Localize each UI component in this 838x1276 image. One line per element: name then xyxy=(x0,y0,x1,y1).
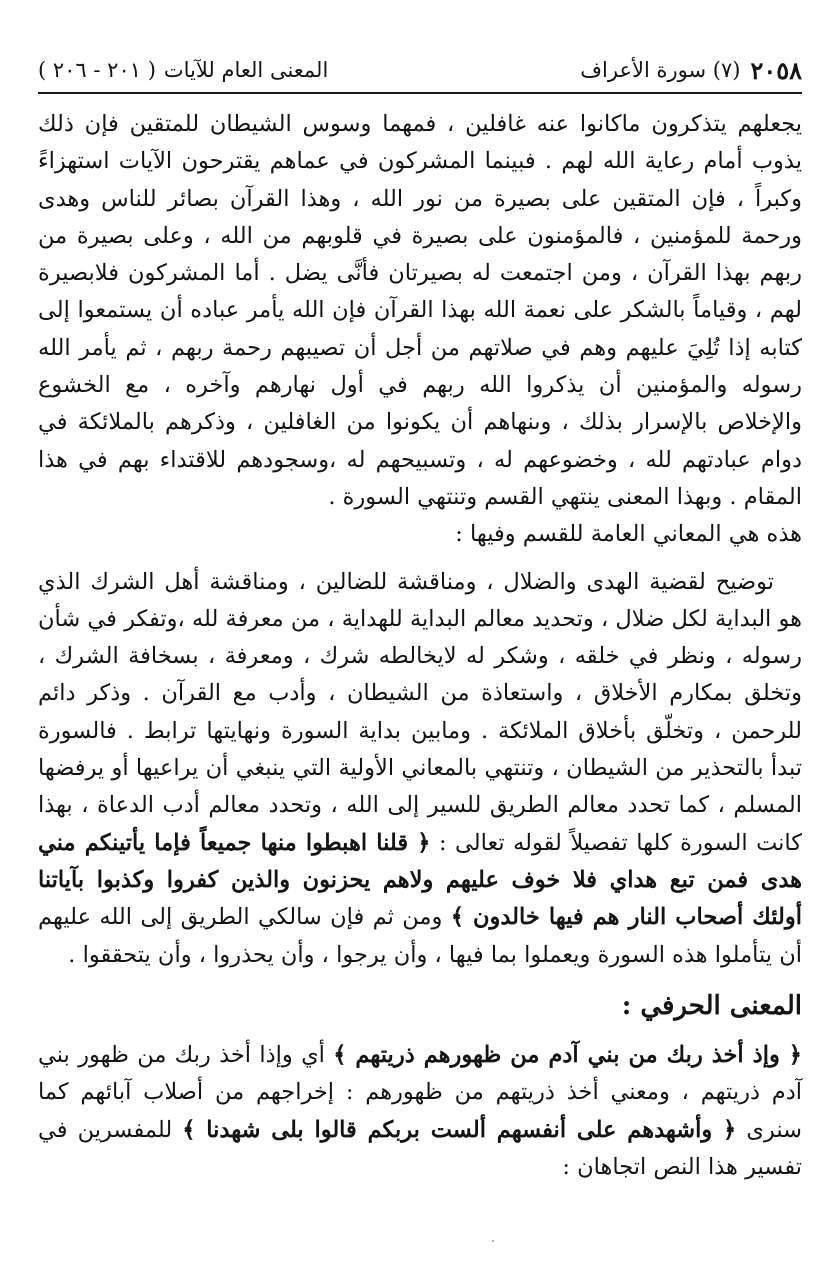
surah-label: (٧) سورة الأعراف xyxy=(580,58,741,82)
paragraph-4-text: أي وإذا أخذ ربك من ظهور بني آدم ذريتهم ، ومعني أخذ ذريتهم من ظهورهم : إخراجهم من أصلاب آبائهم كما سنرى xyxy=(38,1042,802,1143)
header-right xyxy=(580,56,802,85)
quran-verse-1: ﴿ قلنا اهبطوا منها جميعاً فإما يأتينكم مني هدى فمن تبع هداي فلا خوف عليهم ولاهم يحزنون والذين كفروا وكذبوا بآياتنا أولئك أصحاب النار هم فيها خالدون ﴾ xyxy=(38,829,802,931)
header-left xyxy=(38,58,328,82)
paragraph-3 xyxy=(38,564,802,974)
page-header xyxy=(38,52,802,88)
paragraph-3-continuation: ومن ثم فإن سالكي الطريق إلى الله عليهم أن يتأملوا هذه السورة ويعملوا بما فيها ، وأن يرجوا ، وأن يحذروا ، وأن يتحققوا . xyxy=(38,904,802,968)
quran-verse-3: ﴿ وأشهدهم على أنفسهم ألست بربكم قالوا بلى شهدنا ﴾ xyxy=(182,1116,737,1143)
book-page xyxy=(38,0,802,1276)
quran-verse-2: ﴿ وإذ أخذ ربك من بني آدم من ظهورهم ذريتهم ﴾ xyxy=(333,1042,802,1069)
page-number: ٢٠٥٨ xyxy=(750,55,802,85)
verse-range: ( ٢٠١ - ٢٠٦ ) xyxy=(38,58,156,82)
page-body xyxy=(38,106,802,1186)
paragraph-4-ending: للمفسرين في تفسير هذا النص اتجاهان : xyxy=(38,1116,802,1181)
paragraph-4 xyxy=(38,1037,802,1186)
paragraph-3-text: توضيح لقضية الهدى والضلال ، ومناقشة للضالين ، ومناقشة أهل الشرك الذي هو البداية لكل ضلال ، وتحديد معالم البداية للهداية ، من معرفة لله ،وتفكر في شأن رسوله ، ونظر في خلقه ، وشكر له لايخالطه شرك ، ومعرفة ، بسخافة الشرك ، وتخلق بمكارم الأخلاق ، واستعاذة من الشيطان ، وأدب مع القرآن . وذكر دائم للرحمن ، وتخلّق بأخلاق الملائكة . ومابين بداية السورة ونهايتها ترابط . فالسورة تبدأ بالتحذير من الشيطان ، وتنتهي بالمعاني الأولية التي ينبغي أن يراعيها أو يرفضها المسلم ، كما تحدد معالم الطريق للسير إلى الله ، وتحدد معالم أدب الدعاة ، بهذا كانت السورة كلها تفصيلاً لقوله تعالى : xyxy=(38,568,802,856)
section-label: المعنى العام للآيات xyxy=(163,58,329,82)
paragraph-2: هذه هي المعاني العامة للقسم وفيها : xyxy=(455,521,802,548)
header-divider xyxy=(38,92,802,94)
paragraph-1: يجعلهم يتذكرون ماكانوا عنه غافلين ، فمهما وسوس الشيطان للمتقين فإن ذلك يذوب أمام رعاية الله لهم . فبينما المشركون في عماهم يقترحون الآيات استهزاءً وكبراً ، فإن المتقين على بصيرة من نور الله ، وهذا القرآن بصائر للناس وهدى ورحمة للمؤمنين ، فالمؤمنون على بصيرة في قلوبهم من الله ، وعلى بصيرة من ربهم بهذا القرآن ، ومن اجتمعت له بصيرتان فأنَّى يضل . أما المشركون فلابصيرة لهم ، وقياماً بالشكر على نعمة الله بهذا القرآن فإن الله يأمر عباده أن يستمعوا إلى كتابه إذا تُلِيَ عليهم وهم في صلاتهم من أجل أن تصيبهم رحمة ربهم ، ثم يأمر الله رسوله والمؤمنين أن يذكروا الله ربهم في أول نهارهم وآخره ، مع الخشوع والإخلاص بالإسرار بذلك ، وىنهاهم أن يكونوا من الغافلين ، وذكرهم بالملائكة في دوام عبادتهم لله ، وخضوعهم له ، وتسبيحهم له ،وسجودهم للاقتداء بهم في هذا المقام . وبهذا المعنى ينتهي القسم وتنتهي السورة . xyxy=(38,111,802,510)
scan-speck xyxy=(492,1240,494,1242)
section-heading: المعنى الحرفي : xyxy=(621,990,802,1021)
